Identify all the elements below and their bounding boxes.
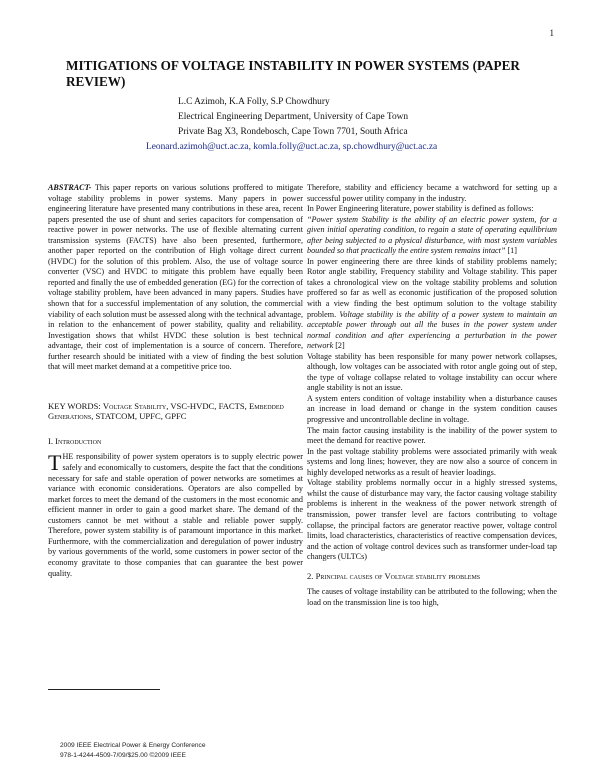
body-paragraph: In Power Engineering literature, power stability is defined as follows: — [307, 204, 534, 214]
body-paragraph: Voltage stability problems normally occur in a highly stressed systems, whilst the cause of disturbance may vary, the factor causing voltage stability problems is inherent in the weakness of the power network strength of transmission, power transfer level are factors contributing to voltage collapse, the principal factors are generator reactive power, voltage control limits, load characteristics, characteristics of reactive compensation devices, and the action of voltage control devices such as transformer under-load tap changers (ULTCs) — [307, 478, 557, 562]
author-block — [0, 95, 600, 155]
copyright-line: 978-1-4244-4509-7/09/$25.00 ©2009 IEEE — [60, 752, 186, 759]
citation-ref: [1] — [505, 246, 517, 256]
paper-title: MITIGATIONS OF VOLTAGE INSTABILITY IN POWER SYSTEMS (PAPER REVIEW) — [66, 58, 520, 89]
page-footer — [60, 741, 206, 761]
body-paragraph: Voltage stability has been responsible for many power network collapses, although, low voltages can be associated with rotor angle going out of step, the type of voltage collapse related to voltage instability can occur where angle stability is not an issue. — [307, 351, 557, 393]
author-address: Private Bag X3, Rondebosch, Cape Town 7701, South Africa — [178, 127, 408, 137]
keywords-text: Voltage Stability, VSC-HVDC, FACTS, Embedded Generations, STATCOM, UPFC, GPFC — [48, 400, 284, 422]
abstract-paragraph — [48, 183, 303, 373]
conference-line: 2009 IEEE Electrical Power & Energy Conference — [60, 742, 206, 749]
author-affiliation: Electrical Engineering Department, University of Cape Town — [178, 112, 409, 122]
intro-text: HE responsibility of power system operators is to supply electric power safely and economically to customers, despite the fact that the conditions necessary for safe and stable operation of power networks are sometimes at variance with economic considerations. Operators are also compelled by market forces to meet the demand of the customers in the most economic and efficient manner in order to gain a good market share. The demand of the customers cannot be met without a stable and reliable power supply. Therefore, power system stability is of paramount importance in this market. Furthermore, with the commercialization and deregulation of power industry by various governments of the world, some customers in power sector of the economy gravitate to those companies that can guarantee the best power quality. — [48, 452, 303, 578]
left-column — [48, 183, 303, 579]
definition-paragraph — [307, 215, 557, 257]
abstract-label: ABSTRACT- — [48, 183, 92, 192]
author-names: L.C Azimoh, K.A Folly, S.P Chowdhury — [178, 97, 330, 107]
citation-ref: [2] — [333, 341, 345, 351]
definition-quote: “Power system Stability is the ability of an electric power system, for a given initial operating condition, to regain a state of operating equilibrium after being subjected to a physical disturbance, with most system variables bounded so that practically the entire system remains intact” — [307, 214, 557, 256]
author-emails[interactable]: Leonard.azimoh@uct.ac.za, komla.folly@uct.ac.za, sp.chowdhury@uct.ac.za — [146, 142, 438, 152]
body-paragraph — [307, 257, 557, 352]
right-column — [307, 183, 557, 608]
body-paragraph: The main factor causing instability is the inability of the power system to meet the demand for reactive power. — [307, 425, 557, 446]
body-text: In power engineering there are three kinds of stability problems namely; Rotor angle stability, Frequency stability and Voltage stability. This paper takes a chronological view on the voltage stability problems and solution proffered so far as well as economic justification of the proposed solution with a view finding the best optimum solution to the voltage stability problem. — [307, 256, 557, 319]
keywords-label: KEY WORDS: — [48, 400, 101, 411]
footnote-rule — [48, 689, 160, 690]
voltage-stability-definition: Voltage stability is the ability of a power system to maintain an acceptable power through out all the buses in the power system under normal condition and after experiencing a perturbation in the power network — [307, 309, 557, 351]
body-paragraph: Therefore, stability and efficiency became a watchword for setting up a successful power utility company in the industry. — [307, 183, 557, 203]
section-heading-introduction: I. Introduction — [48, 435, 102, 446]
drop-cap: T — [48, 450, 62, 476]
body-paragraph: A system enters condition of voltage instability when a disturbance causes an increase in load demand or change in the system condition causes progressive and uncontrollable decline in voltage. — [307, 393, 557, 425]
page-number: 1 — [549, 28, 554, 38]
body-paragraph: The causes of voltage instability can be attributed to the following; when the load on the transmission line is too high, — [307, 587, 557, 607]
section-heading-principal-causes: 2. Principal causes of Voltage stability problems — [307, 570, 481, 581]
body-paragraph: In the past voltage stability problems were associated primarily with weak systems and long lines; however, they are now also a source of concern in highly developed networks as a result of heavier loadings. — [307, 446, 557, 477]
intro-paragraph — [48, 452, 303, 579]
keywords-paragraph — [48, 401, 303, 422]
abstract-text: This paper reports on various solutions proffered to mitigate voltage stability problems in power systems. Many papers in power engineering literature have presented many contributions in these area, recent papers presented the use of shunt and series capacitors for compensation of reactive power in power networks. The use of flexible alternating current transmission systems (FACTS) have also been presented, furthermore, another paper reported on the contribution of High voltage direct current (HVDC) for the solution of this problem. Also, the use of voltage source converter (VSC) and HVDC to mitigate this problem have equally been reported and finally the use of embedded generation (EG) for the correction of voltage stability problem, have been advanced in many papers. Studies have shown that for a successful implementation of any solution, the commercial viability of each solution must be assessed along with the technical advantage, in relation to the enhancement of power stability, quality and reliability. Investigation shows that whilst HVDC these solution is best technical advantage, their cost of implementation is a source of concern. Therefore, further research should be initiated with a view of finding the best solution that will meet market demand at a competitive price too. — [48, 183, 303, 372]
